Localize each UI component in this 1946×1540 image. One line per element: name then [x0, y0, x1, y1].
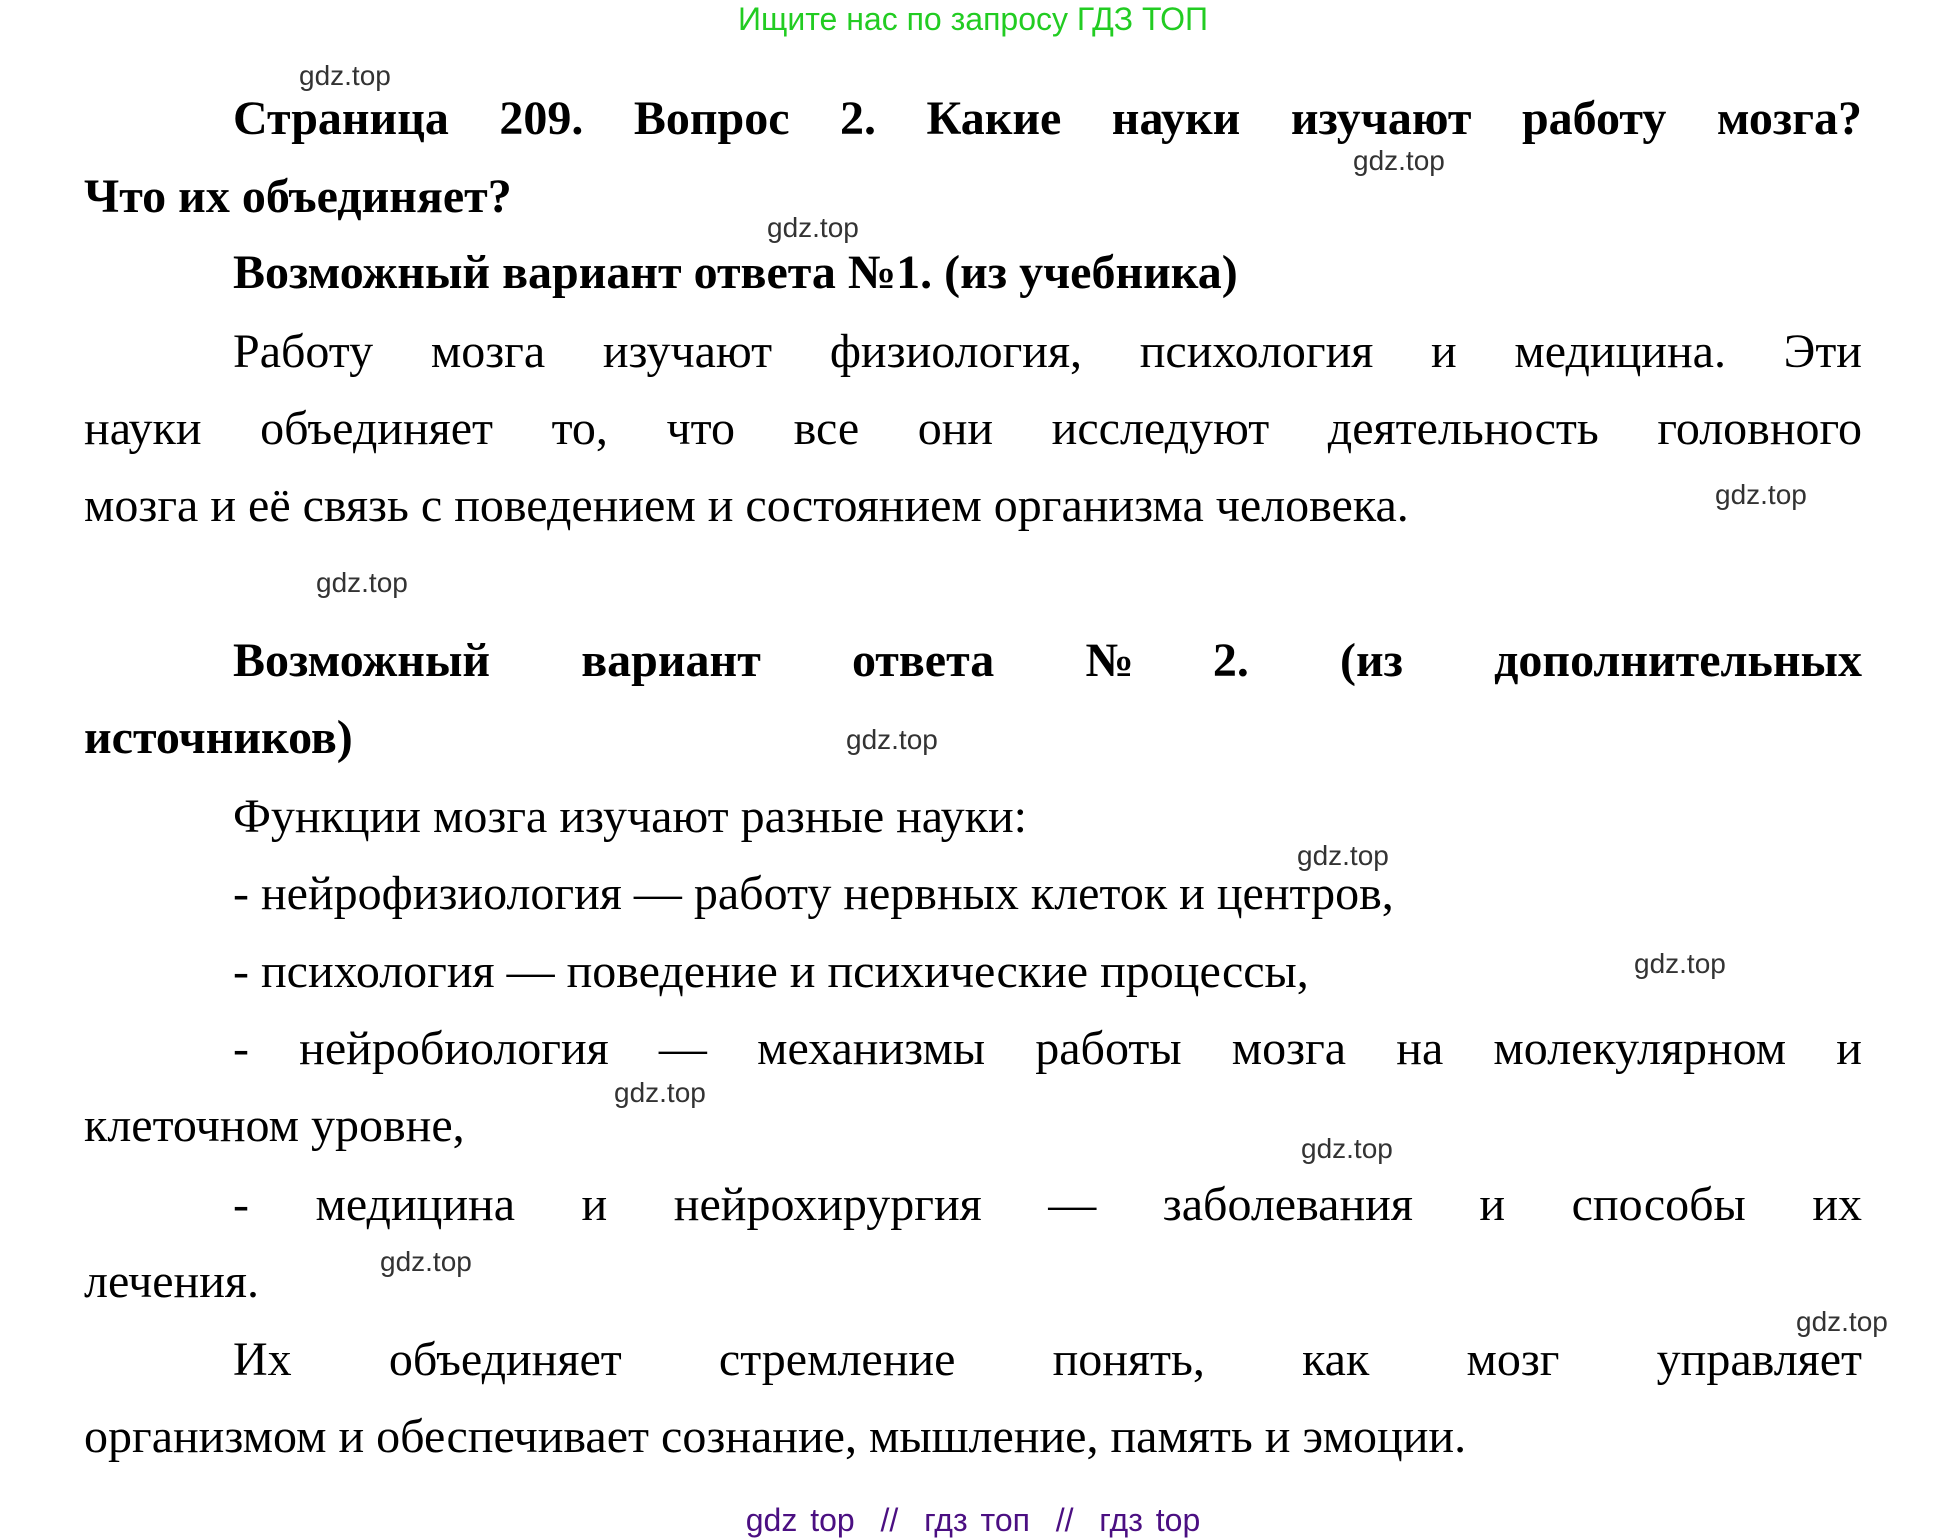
watermark: gdz.top: [767, 212, 859, 243]
list-item-neurophysiology: - нейрофизиология — работу нервных клеток и центров,: [233, 867, 1394, 920]
watermark: gdz.top: [846, 724, 938, 755]
watermark: gdz.top: [1301, 1133, 1393, 1164]
answer1-line: науки объединяет то, что все они исследуют деятельность головного: [84, 402, 1862, 455]
answer1-line: Работу мозга изучают физиология, психология и медицина. Эти: [233, 325, 1862, 378]
answer1-line: мозга и её связь с поведением и состоянием организма человека.: [84, 479, 1409, 532]
list-item-neurobiology-cont: клеточном уровне,: [84, 1099, 465, 1152]
watermark: gdz.top: [1715, 479, 1807, 510]
answer1-heading: Возможный вариант ответа №1. (из учебника): [233, 246, 1238, 299]
watermark: gdz.top: [1634, 948, 1726, 979]
question-title-line1: Страница 209. Вопрос 2. Какие науки изучают работу мозга?: [233, 92, 1862, 145]
watermark: gdz.top: [299, 60, 391, 91]
conclusion-line1: Их объединяет стремление понять, как мозг управляет: [233, 1333, 1862, 1386]
list-item-neurobiology: - нейробиология — механизмы работы мозга на молекулярном и: [233, 1022, 1862, 1075]
answer2-intro: Функции мозга изучают разные науки:: [233, 790, 1028, 843]
answer2-heading-line1: Возможный вариант ответа №2. (из дополнительных: [233, 634, 1862, 687]
watermark: gdz.top: [316, 567, 408, 598]
conclusion-line2: организмом и обеспечивает сознание, мышление, память и эмоции.: [84, 1410, 1467, 1463]
watermark: gdz.top: [380, 1246, 472, 1277]
answer2-heading-line2: источников): [84, 711, 353, 764]
footer-links: gdz top // гдз топ // гдз top: [745, 1502, 1201, 1538]
question-title-line2: Что их объединяет?: [84, 170, 512, 223]
list-item-medicine-cont: лечения.: [84, 1255, 259, 1308]
watermark: gdz.top: [614, 1077, 706, 1108]
watermark: gdz.top: [1353, 145, 1445, 176]
list-item-psychology: - психология — поведение и психические процессы,: [233, 945, 1309, 998]
list-item-medicine: - медицина и нейрохирургия — заболевания и способы их: [233, 1178, 1862, 1231]
watermark: gdz.top: [1796, 1306, 1888, 1337]
watermark: gdz.top: [1297, 840, 1389, 871]
search-banner: Ищите нас по запросу ГДЗ ТОП: [738, 1, 1208, 37]
